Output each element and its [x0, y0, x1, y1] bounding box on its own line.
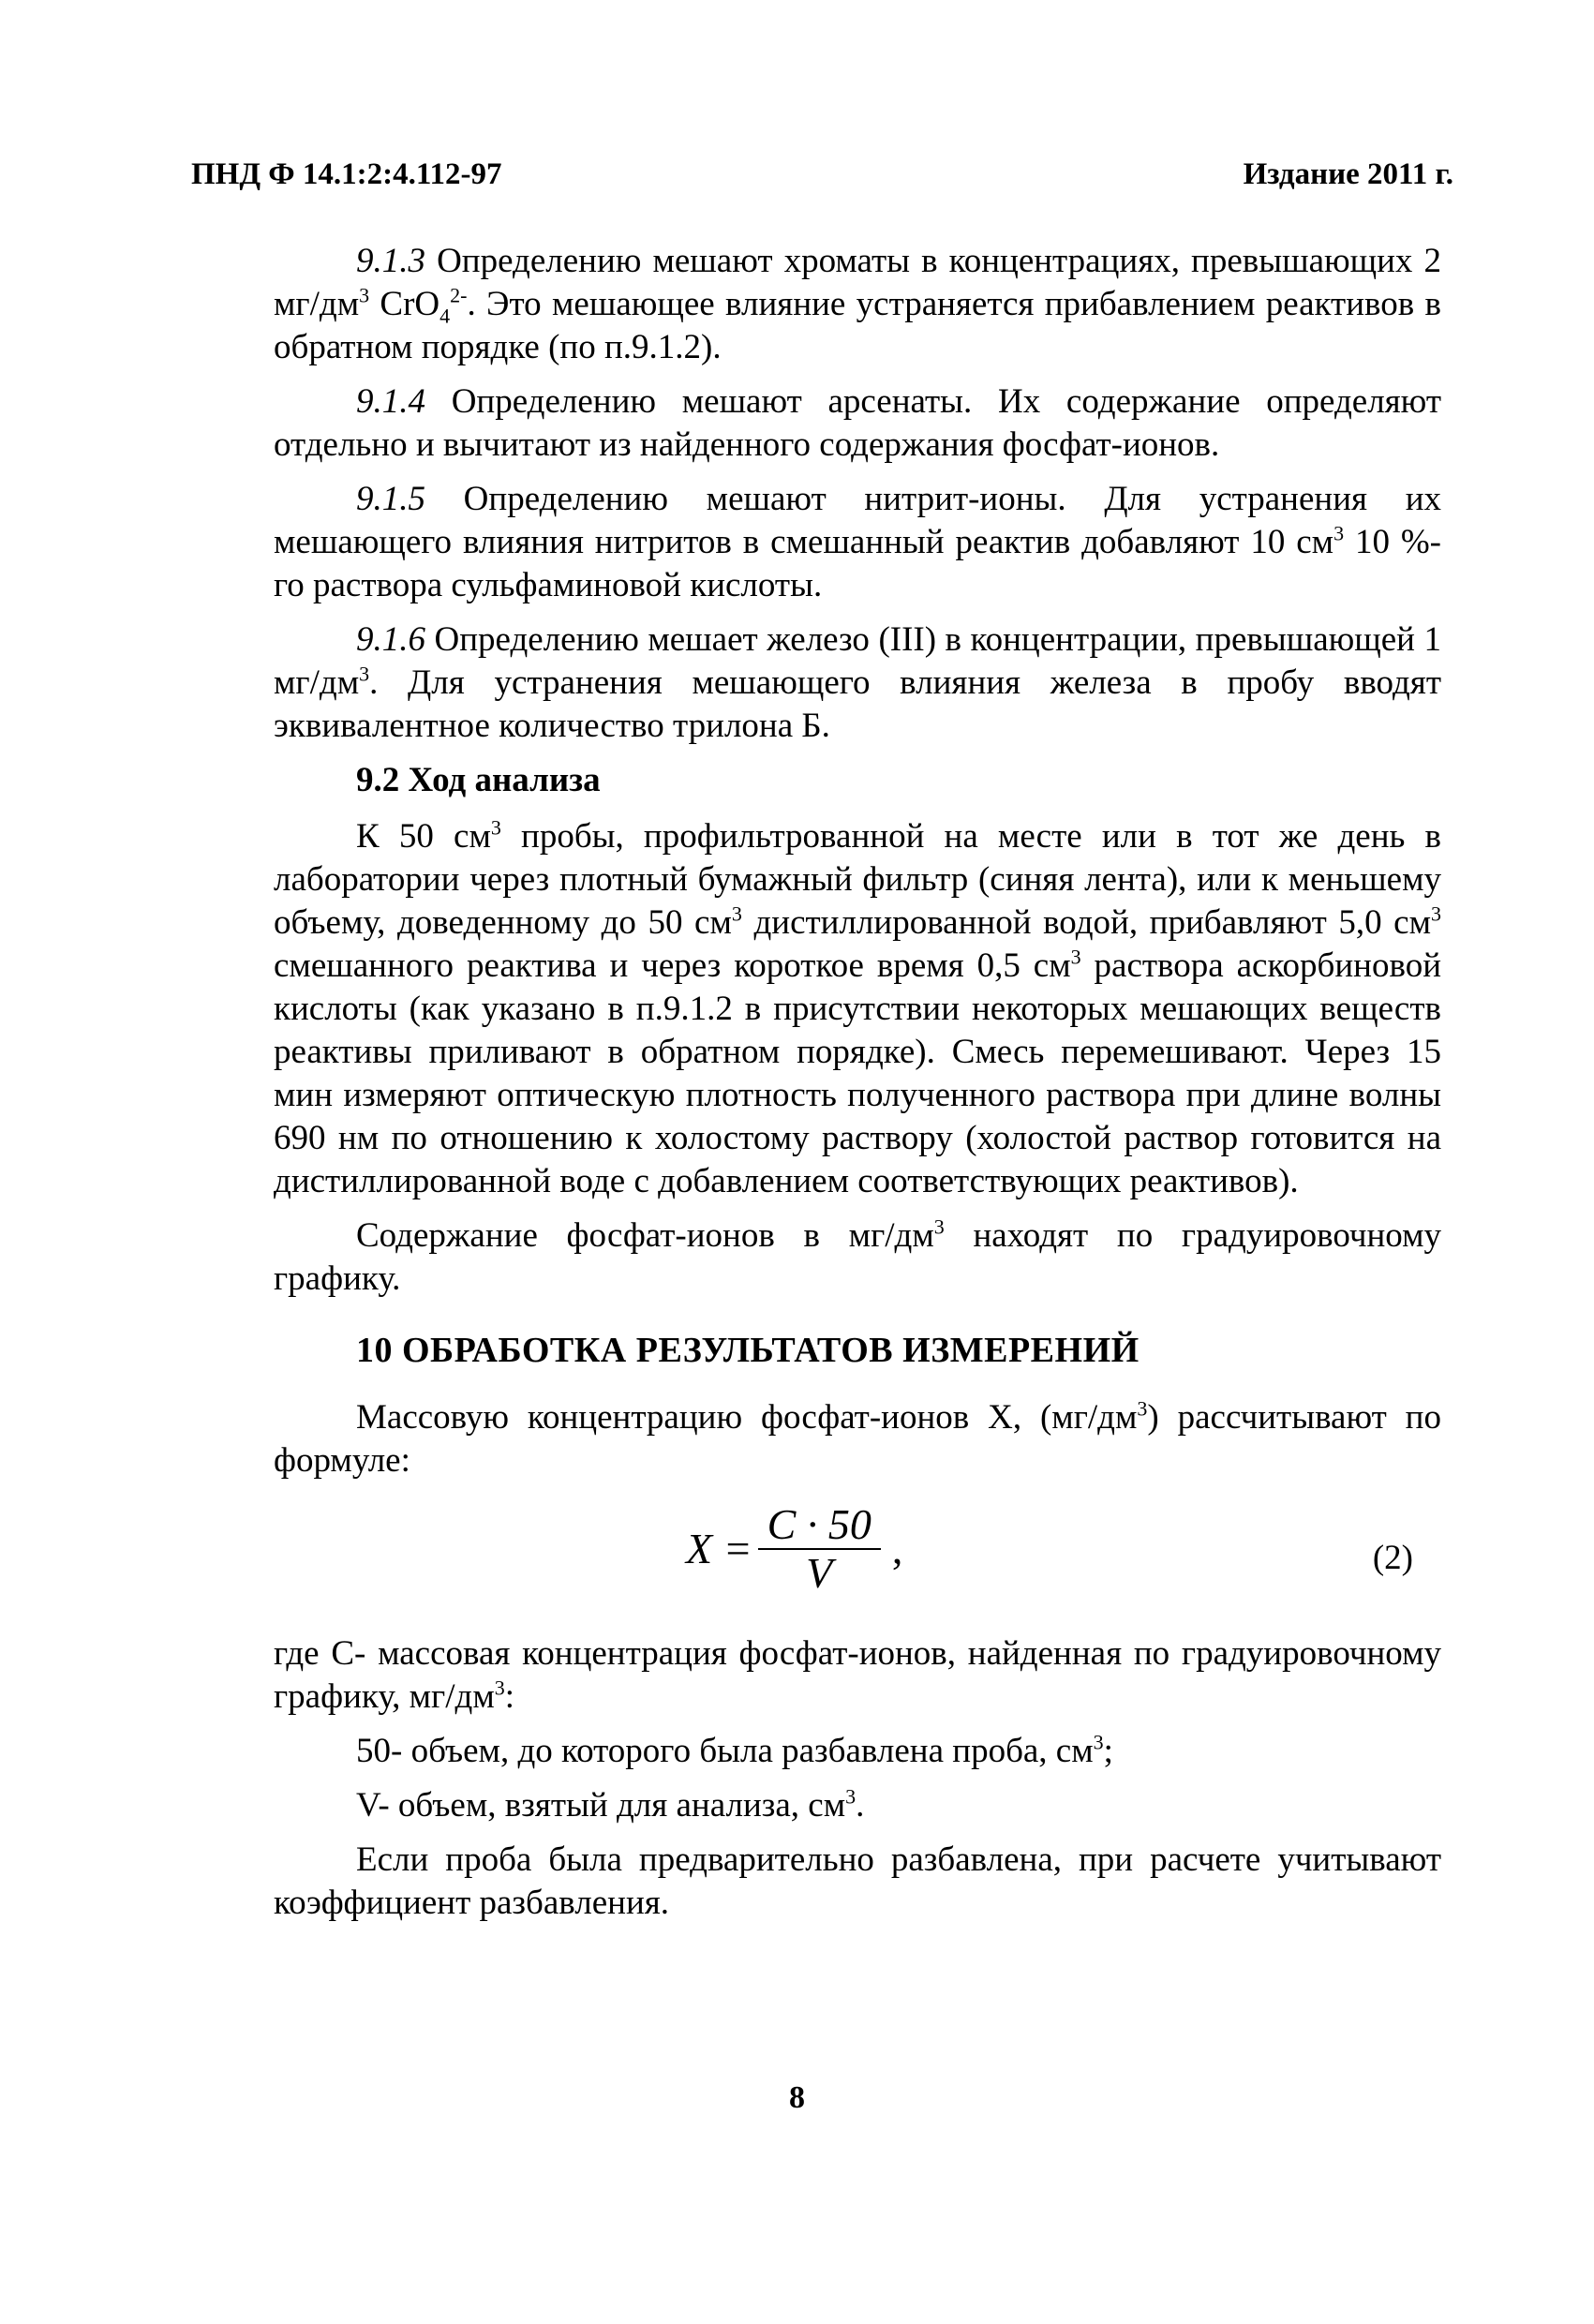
- where-c: где C- массовая концентрация фосфат-ионов, найденная по градуировочному графику, $мг/дм^3$:: [274, 1634, 1441, 1716]
- paragraph-dilution: Если проба была предварительно разбавлена, при расчете учитывают коэффициент разбавления.: [274, 1840, 1441, 1922]
- edition-year: Издание 2011 г.: [1243, 157, 1453, 191]
- document-code: ПНД Ф 14.1:2:4.112-97: [191, 157, 502, 191]
- formula-numerator: C · 50: [758, 1503, 881, 1550]
- page-body: [274, 240, 1441, 1936]
- section-title-9-2: 9.2 Ход анализа: [356, 761, 601, 799]
- page-number: 8: [789, 2080, 805, 2115]
- paragraph-9-1-5: 9.1.5 Определению мешают нитрит-ионы. Для устранения их мешающего влияния нитритов в смешанный реактив добавляют 10 $см^3$ 10 %-го раствора сульфаминовой кислоты.: [274, 480, 1441, 604]
- paragraph-9-1-3: 9.1.3 Определению мешают хроматы в концентрациях, превышающих 2 $мг/дм^3$ CrO$_4^{2-}$. Это мешающее влияние устраняется прибавлением реактивов в обратном порядке (по п.9.1.2).: [274, 242, 1441, 366]
- where-50: 50- объем, до которого была разбавлена проба, $см^3$;: [356, 1730, 1113, 1770]
- where-v: V- объем, взятый для анализа, $см^3$.: [356, 1784, 865, 1825]
- paragraph-10-intro: Массовую концентрацию фосфат-ионов X, $(мг/дм^3)$ рассчитывают по формуле:: [274, 1396, 1441, 1480]
- clause-number: 9.1.3: [356, 242, 425, 280]
- section-title-10: 10 ОБРАБОТКА РЕЗУЛЬТАТОВ ИЗМЕРЕНИЙ: [356, 1331, 1140, 1370]
- clause-number: 9.1.4: [356, 382, 425, 421]
- clause-number: 9.1.5: [356, 480, 425, 518]
- clause-number: 9.1.6: [356, 620, 425, 659]
- paragraph-9-1-4: 9.1.4 Определению мешают арсенаты. Их содержание определяют отдельно и вычитают из найденного содержания фосфат-ионов.: [274, 382, 1441, 464]
- formula-comma: ,: [891, 1525, 903, 1572]
- equation-number: (2): [1372, 1539, 1413, 1577]
- formula-lhs: X =: [686, 1525, 752, 1572]
- paragraph-9-1-6: 9.1.6 Определению мешает железо (III) в концентрации, превышающей 1 $мг/дм^3$. Для устранения мешающего влияния железа в пробу вводят эквивалентное количество трилона Б.: [274, 620, 1441, 745]
- paragraph-9-2-result: Содержание фосфат-ионов в $мг/дм^3$ находят по градуировочному графику.: [274, 1214, 1441, 1298]
- paragraph-9-2-procedure: К 50 $см^3$ пробы, профильтрованной на месте или в тот же день в лаборатории через плотный бумажный фильтр (синяя лента), или к меньшему объему, доведенному до 50 $см^3$ дистиллированной водой, прибавляют 5,0 $см^3$ смешанного реактива и через короткое время 0,5 $см^3$ раствора аскорбиновой кислоты (как указано в п.9.1.2 в присутствии некоторых мешающих веществ реактивы приливают в обратном порядке). Смесь перемешивают. Через 15 мин измеряют оптическую плотность полученного раствора при длине волны 690 нм по отношению к холостому раствору (холостой раствор готовится на дистиллированной воде с добавлением соответствующих реактивов).: [274, 815, 1442, 1200]
- formula-denominator: V: [806, 1549, 833, 1597]
- formula-block: [274, 1494, 1441, 1625]
- formula-fraction: [758, 1500, 881, 1597]
- formula: [686, 1500, 903, 1597]
